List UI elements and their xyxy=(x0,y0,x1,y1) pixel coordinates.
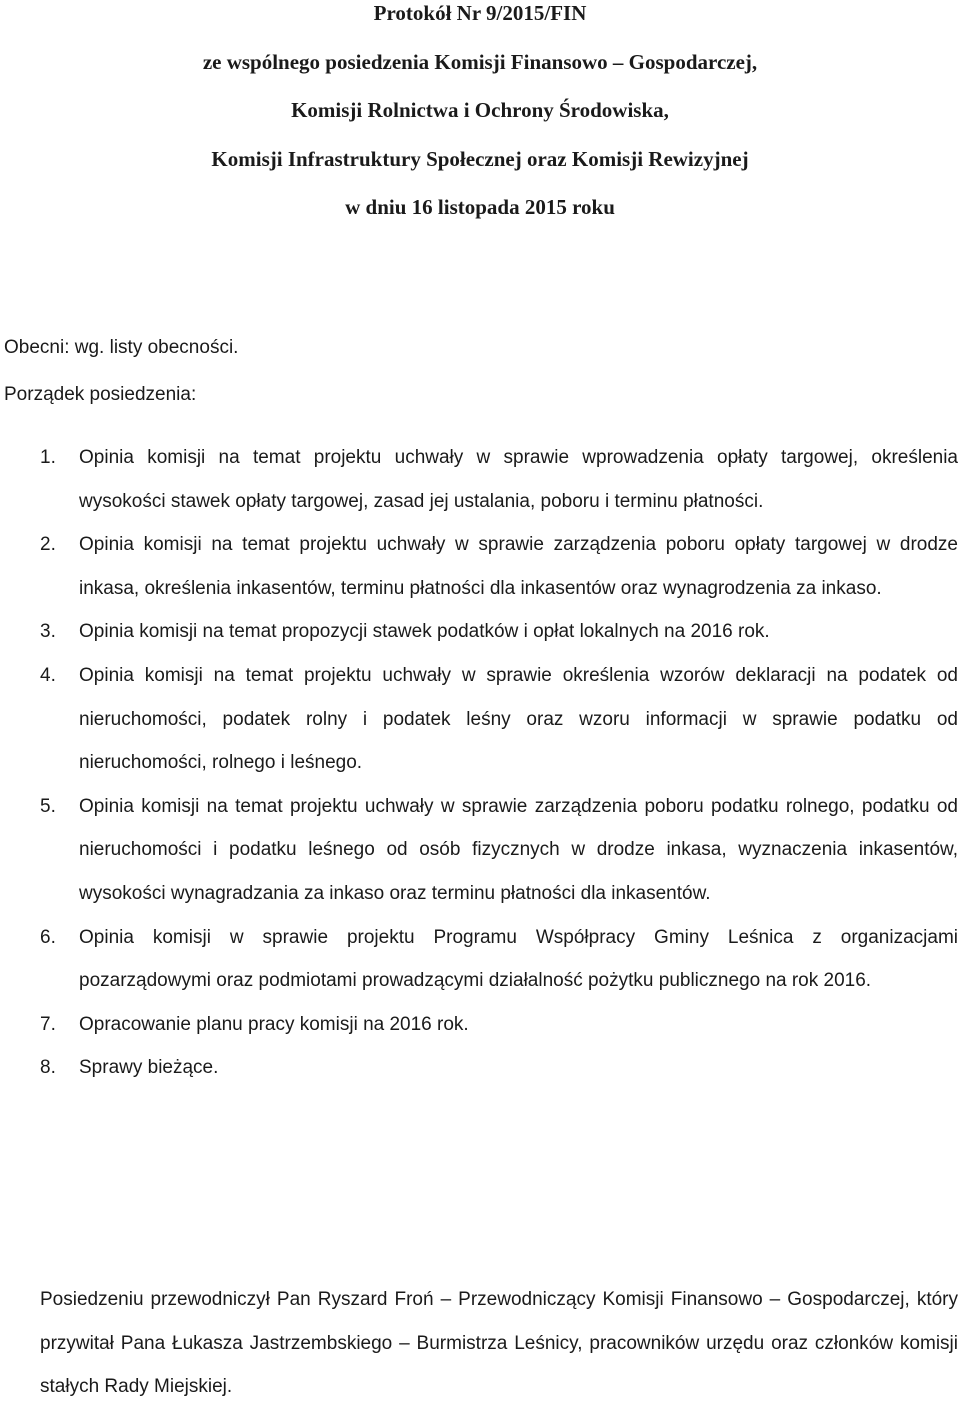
agenda-item xyxy=(40,523,958,610)
intro-section xyxy=(4,335,238,429)
agenda-item-text: Opinia komisji na temat propozycji stawek podatków i opłat lokalnych na 2016 rok. xyxy=(79,621,770,643)
agenda-item-text: Opinia komisji na temat projektu uchwały w sprawie zarządzenia poboru podatku rolnego, podatku od nieruchomości i podatku leśnego od osób fizycznych w drodze inkasa, wyznaczenia inkasentów, wysokości wynagradzania za inkaso oraz terminu płatności dla inkasentów. xyxy=(79,795,958,904)
agenda-item-number: 4. xyxy=(40,664,56,686)
closing-paragraph: Posiedzeniu przewodniczył Pan Ryszard Froń – Przewodniczący Komisji Finansowo – Gospodarczej, który przywitał Pana Łukasza Jastrzembskiego – Burmistrza Leśnicy, pracowników urzędu oraz członków komisji stałych Rady Miejskiej. xyxy=(40,1289,958,1398)
agenda-item-number: 5. xyxy=(40,795,56,817)
agenda-item-number: 3. xyxy=(40,621,56,643)
header-line-date: w dniu 16 listopada 2015 roku xyxy=(345,195,615,219)
agenda-item xyxy=(40,1003,958,1047)
attendance-line: Obecni: wg. listy obecności. xyxy=(4,337,239,358)
agenda-list xyxy=(40,436,958,1090)
agenda-item-text: Opinia komisji na temat projektu uchwały w sprawie określenia wzorów deklaracji na podatek od nieruchomości, podatek rolny i podatek leśny oraz wzoru informacji w sprawie podatku od nieruchomości, rolnego i leśnego. xyxy=(79,664,958,774)
agenda-item xyxy=(40,916,958,1003)
agenda-item xyxy=(40,610,958,654)
agenda-item-number: 1. xyxy=(40,447,56,468)
agenda-item-text: Opinia komisji na temat projektu uchwały w sprawie zarządzenia poboru opłaty targowej w drodze inkasa, określenia inkasentów, terminu płatności dla inkasentów oraz wynagrodzenia za inkaso. xyxy=(79,534,958,599)
header-line-committees-2: Komisji Rolnictwa i Ochrony Środowiska, xyxy=(291,98,669,122)
agenda-item-number: 2. xyxy=(40,534,56,556)
agenda-item-number: 8. xyxy=(40,1057,56,1079)
agenda-item-number: 7. xyxy=(40,1013,56,1035)
protocol-header xyxy=(0,0,960,243)
agenda-item xyxy=(40,1046,958,1090)
agenda-item xyxy=(40,436,958,523)
agenda-item-number: 6. xyxy=(40,926,56,948)
agenda-item-text: Sprawy bieżące. xyxy=(79,1057,219,1079)
agenda-item-text: Opracowanie planu pracy komisji na 2016 rok. xyxy=(79,1013,469,1035)
header-line-committees-1: ze wspólnego posiedzenia Komisji Finansowo – Gospodarczej, xyxy=(202,49,758,74)
header-line-committees-3: Komisji Infrastruktury Społecznej oraz Komisji Rewizyjnej xyxy=(211,146,749,171)
agenda-item xyxy=(40,654,958,785)
agenda-heading: Porządek posiedzenia: xyxy=(4,384,197,405)
agenda-item xyxy=(40,785,958,916)
agenda-item-text: Opinia komisji w sprawie projektu Programu Współpracy Gminy Leśnica z organizacjami pozarządowymi oraz podmiotami prowadzącymi działalność pożytku publicznego na rok 2016. xyxy=(79,926,958,992)
agenda-item-text: Opinia komisji na temat projektu uchwały w sprawie wprowadzenia opłaty targowej, określenia wysokości stawek opłaty targowej, zasad jej ustalania, poboru i terminu płatności. xyxy=(79,447,958,512)
protocol-title: Protokół Nr 9/2015/FIN xyxy=(373,1,587,25)
